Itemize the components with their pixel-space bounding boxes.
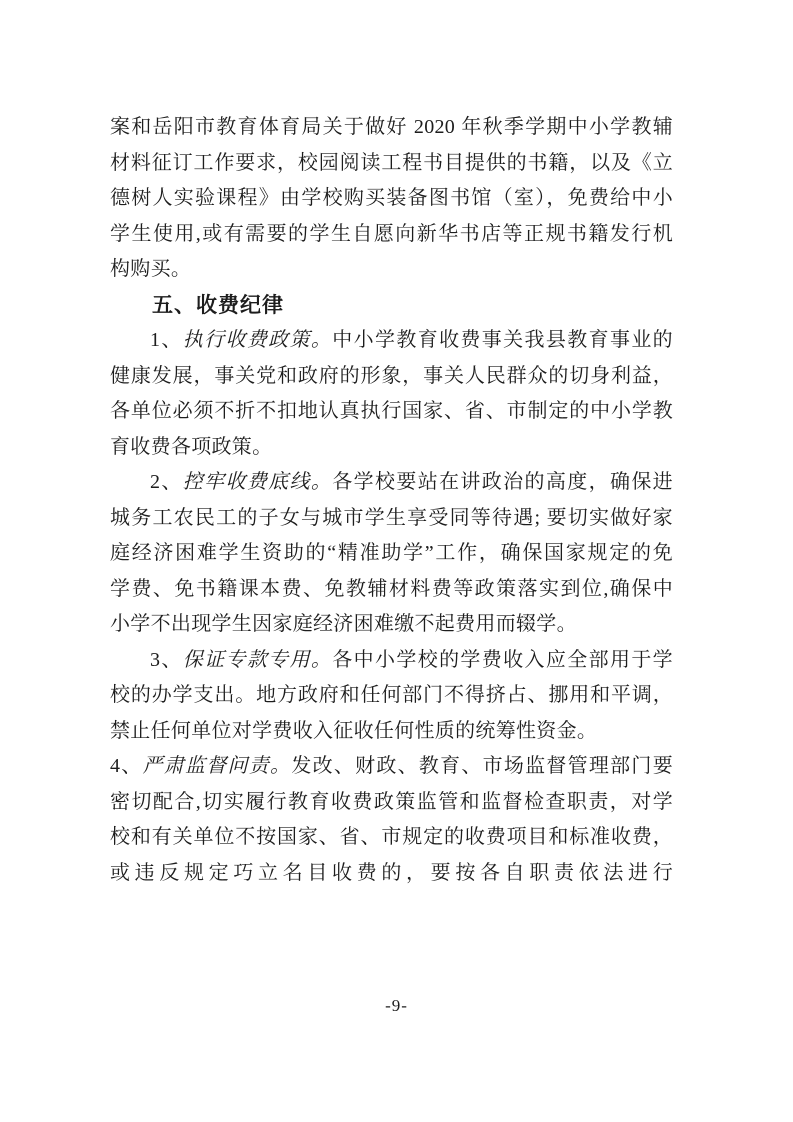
topic-phrase: 保证专款专用。 (182, 648, 333, 671)
text-segment: 1、 (150, 329, 183, 351)
text-line (110, 110, 673, 146)
text-segment: 各中小学校的学费收入应全部用于学 (332, 648, 673, 671)
text-segment: 2、 (150, 471, 183, 493)
text-line (110, 820, 673, 856)
text-segment: 健康发展，事关党和政府的形象，事关人民群众的切身利益， (110, 364, 673, 387)
text-segment: 五、收费纪律 (152, 293, 284, 317)
text-line (110, 643, 673, 679)
text-segment: 小学不出现学生因家庭经济困难缴不起费用而辍学。 (110, 613, 577, 635)
text-segment: 各单位必须不折不扣地认真执行国家、省、市制定的中小学教 (110, 400, 673, 422)
text-segment: 禁止任何单位对学费收入征收任何性质的统筹性资金。 (110, 719, 598, 742)
paragraph-1-execute-fee-policy (110, 323, 673, 465)
text-segment: 发改、财政、教育、市场监督管理部门要 (291, 755, 673, 777)
section-heading-text (110, 288, 673, 324)
text-segment: 校和有关单位不按国家、省、市规定的收费项目和标准收费， (110, 826, 673, 848)
text-segment: 中小学教育收费事关我县教育事业的 (332, 329, 673, 351)
text-segment: 育收费各项政策。 (110, 435, 273, 458)
text-line (110, 607, 673, 643)
text-line (110, 501, 673, 537)
text-segment: 3、 (150, 648, 183, 671)
text-line (110, 749, 673, 785)
text-segment: 学生使用,或有需要的学生自愿向新华书店等正规书籍发行机 (110, 222, 673, 245)
text-line (110, 430, 673, 466)
paragraph-3-dedicated-funds (110, 643, 673, 750)
text-segment: 学费、免书籍课本费、免教辅材料费等政策落实到位,确保中 (110, 577, 673, 600)
topic-phrase: 执行收费政策。 (182, 329, 333, 351)
document-body (110, 110, 673, 891)
text-segment: 庭经济困难学生资助的“精准助学”工作，确保国家规定的免 (110, 542, 673, 564)
text-line (110, 465, 673, 501)
text-segment: 城务工农民工的子女与城市学生享受同等待遇; 要切实做好家 (110, 506, 673, 529)
topic-phrase: 严肃监督问责。 (142, 755, 292, 777)
text-line (110, 323, 673, 359)
paragraph-4-supervision-accountability (110, 749, 673, 891)
text-segment: 各学校要站在讲政治的高度，确保进 (332, 471, 673, 493)
text-line (110, 359, 673, 395)
text-segment: 构购买。 (110, 258, 192, 280)
text-segment: 案和岳阳市教育体育局关于做好 2020 年秋季学期中小学教辅 (110, 116, 673, 138)
text-line (110, 572, 673, 608)
text-line (110, 856, 673, 892)
text-segment: 4、 (110, 755, 143, 777)
text-line (110, 785, 673, 821)
text-segment: 德树人实验课程》由学校购买装备图书馆（室），免费给中小 (110, 187, 673, 209)
text-line (110, 217, 673, 253)
text-line (110, 678, 673, 714)
text-segment: 密切配合,切实履行教育收费政策监管和监督检查职责，对学 (110, 790, 673, 813)
text-segment: 校的办学支出。地方政府和任何部门不得挤占、挪用和平调， (110, 684, 673, 706)
text-line (110, 714, 673, 750)
text-line (110, 252, 673, 288)
text-line (110, 536, 673, 572)
page-number: -9- (385, 996, 408, 1015)
paragraph-continuation-book-purchase (110, 110, 673, 288)
text-segment: 或违反规定巧立名目收费的，要按各自职责依法进行 (110, 861, 673, 884)
text-segment: 材料征订工作要求，校园阅读工程书目提供的书籍，以及《立 (110, 151, 673, 174)
section-heading-fee-discipline (110, 288, 673, 324)
paragraph-2-control-fee-bottom-line (110, 465, 673, 643)
topic-phrase: 控牢收费底线。 (182, 471, 333, 493)
text-line (110, 146, 673, 182)
text-line (110, 181, 673, 217)
text-line (110, 394, 673, 430)
